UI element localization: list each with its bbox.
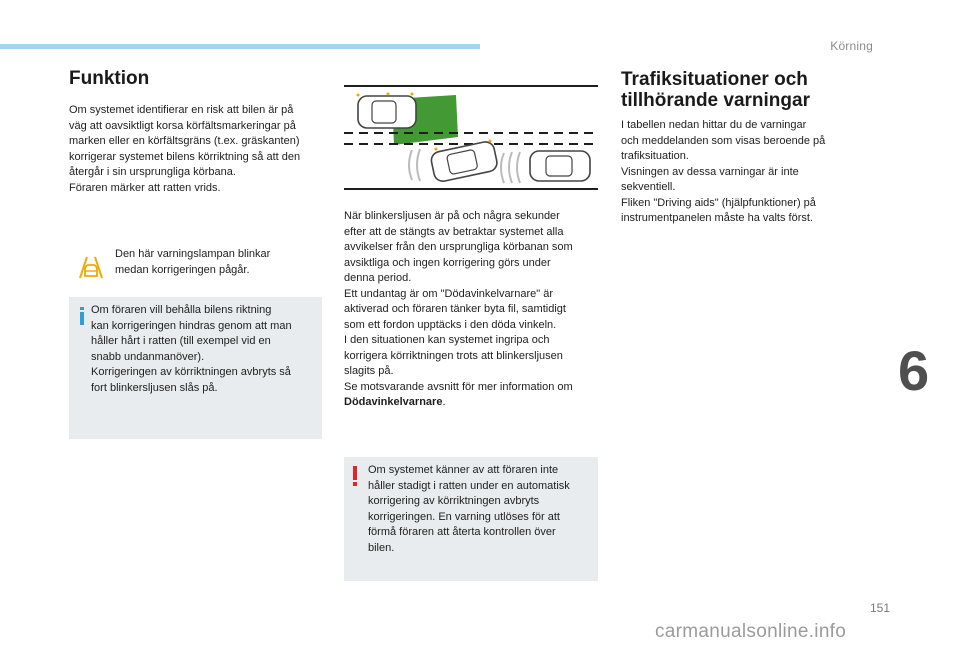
car-correcting: [430, 140, 499, 183]
exclamation-icon: [352, 466, 358, 486]
funktion-paragraph: Om systemet identifierar en risk att bilen är på väg att oavsiktligt korsa körfältsmarkeringar på marken eller en körfältsgräns (t.ex. gräskanten) korrigerar systemet bilens körriktning så att den återgår i sin ursprungliga körbana. Föraren märker att ratten vrids.: [69, 104, 301, 194]
info-note-box: [69, 297, 322, 439]
warning-lamp-text: Den här varningslampan blinkar medan korrigeringen pågår.: [115, 248, 271, 276]
warning-lamp-note: [69, 247, 327, 287]
alert-note-box: [344, 457, 598, 581]
header-accent-bar: [0, 44, 480, 49]
section-label: Körning: [830, 39, 873, 53]
page-number: 151: [870, 601, 891, 615]
blind-spot-reference: Dödavinkelvarnare: [344, 396, 443, 408]
section-title-trafiksituationer: Trafiksituationer och tillhörande varningar: [621, 69, 810, 111]
chapter-number: 6: [898, 339, 930, 402]
info-note-text: Om föraren vill behålla bilens riktning kan korrigeringen hindras genom att man håller hårt i ratten (till exempel vid en snabb undanmanöver). Korrigeringen av körriktningen avbryts så fort blinkersljusen slås på.: [91, 304, 292, 394]
watermark: carmanualsonline.info: [655, 621, 847, 642]
trafiksituationer-paragraph: I tabellen nedan hittar du de varningar och meddelanden som visas beroende på trafiksituation. Visningen av dessa varningar är inte sekventiell. Fliken "Driving aids" (hjälpfunktioner) på instrumentpanelen måste ha valts först.: [621, 119, 826, 224]
alert-note-text: Om systemet känner av att föraren inte håller stadigt i ratten under en automatisk korrigering av körriktningen avbryts korrigeringen. En varning utlöses för att förmå föraren att återta kontrollen över bilen.: [368, 464, 570, 554]
info-icon: [79, 307, 85, 325]
lane-keep-warning-lamp-icon: [76, 254, 106, 280]
blinker-paragraph: När blinkersljusen är på och några sekunder efter att de stängts av betraktar systemet alla avvikelser från den ursprungliga körbanan som avsiktliga och ingen korrigering görs under denna period. Ett undantag är om "Dödavinkelvarnare" är aktiverad och föraren tänker byta fil, samtidigt som ett fordon upptäcks i den döda vinkeln. I den situationen kan systemet ingripa och korrigera körriktningen trots att blinkersljusen slagits på. Se motsvarande avsnitt för mer information om Dödavinkelvarnare.: [344, 210, 573, 408]
section-title-funktion: Funktion: [69, 68, 150, 89]
lane-correction-illustration: [344, 85, 598, 191]
